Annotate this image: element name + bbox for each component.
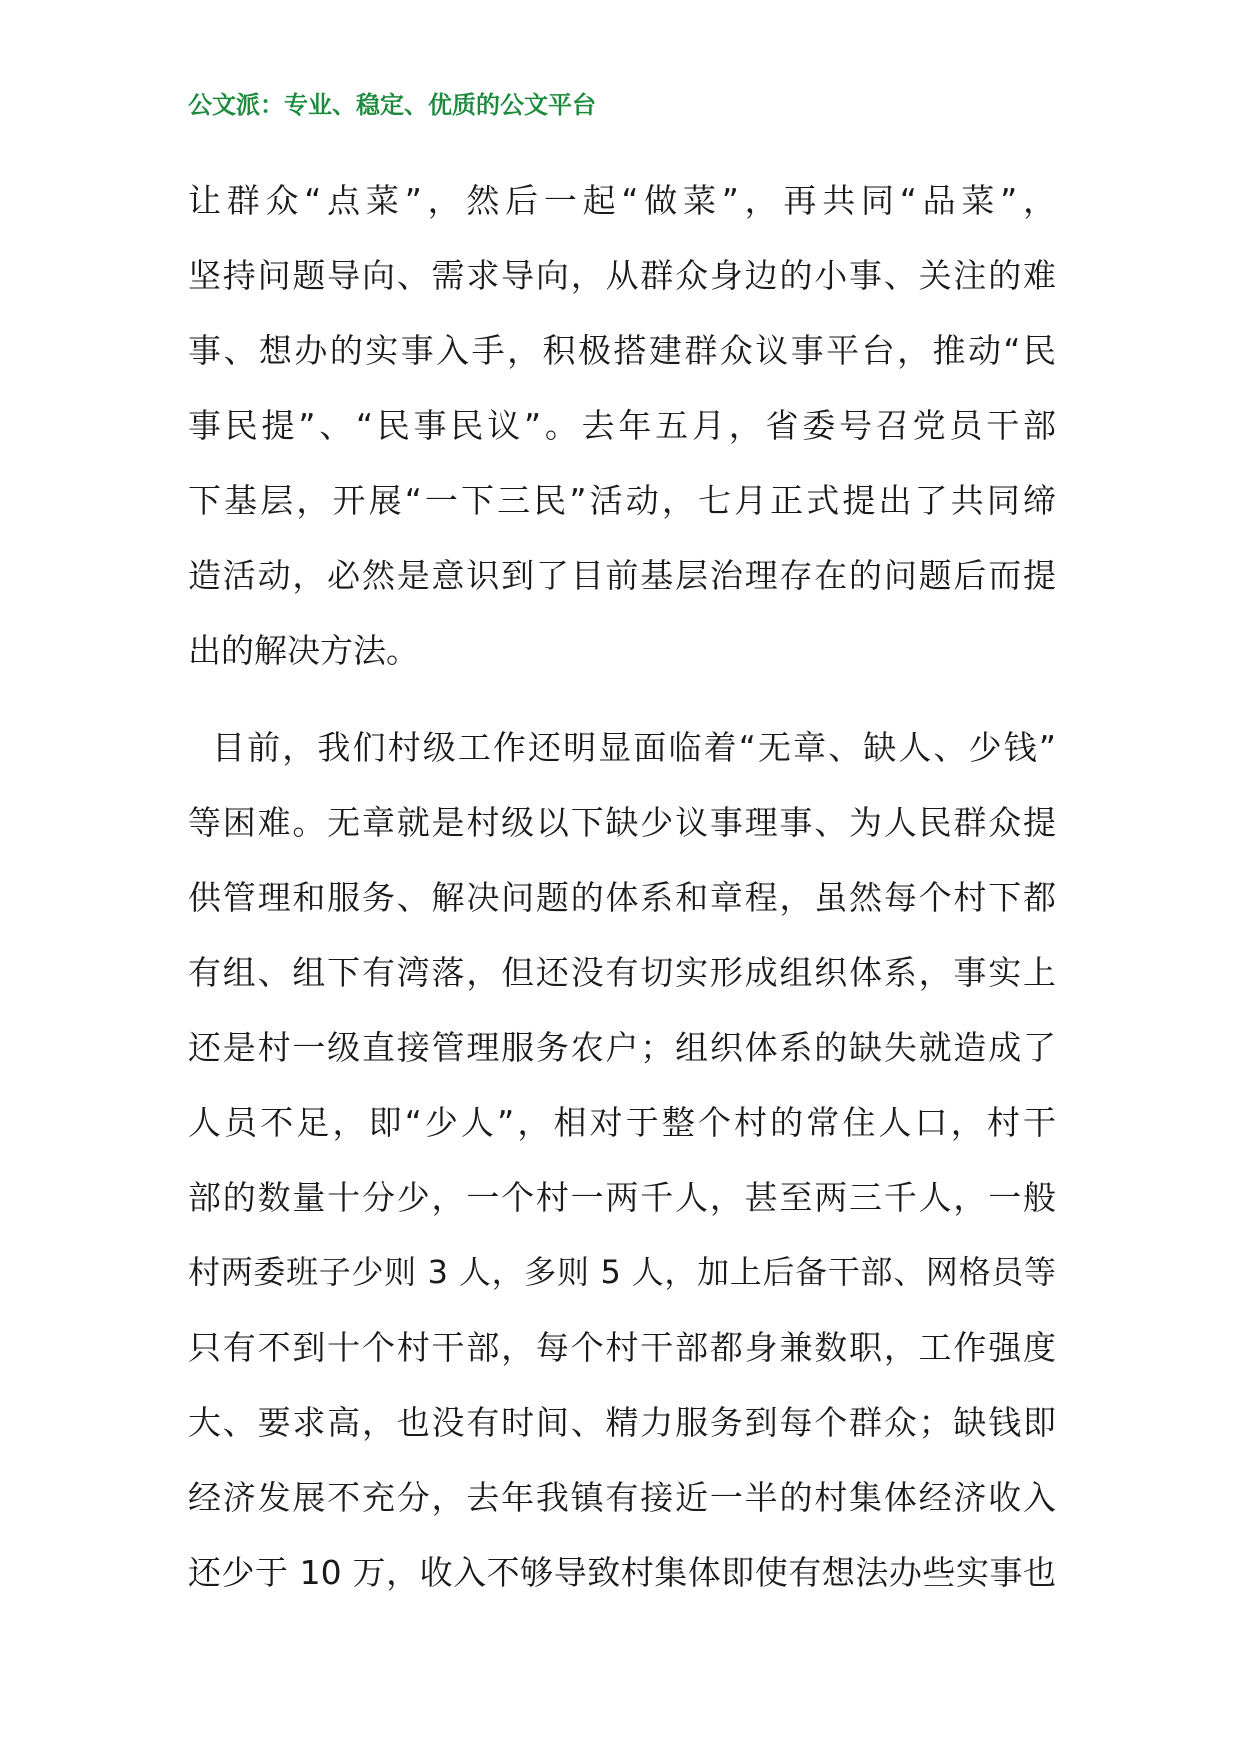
paragraph-1-line-7: 出的解决方法。 <box>188 631 419 670</box>
paragraph-2-line-5: 还是村一级直接管理服务农户；组织体系的缺失就造成了 <box>188 1028 1056 1067</box>
paragraph-1-line-5: 下基层，开展“一下三民”活动，七月正式提出了共同缔 <box>188 481 1056 520</box>
paragraph-2-line-9: 只有不到十个村干部，每个村干部都身兼数职，工作强度 <box>188 1328 1056 1367</box>
paragraph-spacer <box>188 688 1056 710</box>
header-banner: 公文派：专业、稳定、优质的公文平台 <box>188 90 596 119</box>
paragraph-2-line-6: 人员不足，即“少人”，相对于整个村的常住人口，村干 <box>188 1103 1056 1142</box>
paragraph-2-line-3: 供管理和服务、解决问题的体系和章程，虽然每个村下都 <box>188 878 1056 917</box>
paragraph-2-line-1: 目前，我们村级工作还明显面临着“无章、缺人、少钱” <box>212 728 1056 767</box>
paragraph-1-line-1: 让群众“点菜”，然后一起“做菜”，再共同“品菜”， <box>188 181 1056 220</box>
paragraph-1-line-2: 坚持问题导向、需求导向，从群众身边的小事、关注的难 <box>188 256 1056 295</box>
paragraph-2-line-11: 经济发展不充分，去年我镇有接近一半的村集体经济收入 <box>188 1478 1056 1517</box>
body-text <box>188 163 1056 1610</box>
paragraph-1-line-6: 造活动，必然是意识到了目前基层治理存在的问题后而提 <box>188 556 1056 595</box>
paragraph-2-line-2: 等困难。无章就是村级以下缺少议事理事、为人民群众提 <box>188 803 1056 842</box>
paragraph-2-line-12: 还少于 10 万，收入不够导致村集体即使有想法办些实事也 <box>188 1553 1056 1592</box>
paragraph-1-line-4: 事民提”、“民事民议”。去年五月，省委号召党员干部 <box>188 406 1056 445</box>
paragraph-1-line-3: 事、想办的实事入手，积极搭建群众议事平台，推动“民 <box>188 331 1056 370</box>
paragraph-2-line-8: 村两委班子少则 3 人，多则 5 人，加上后备干部、网格员等 <box>188 1253 1056 1291</box>
paragraph-2-line-10: 大、要求高，也没有时间、精力服务到每个群众；缺钱即 <box>188 1403 1056 1442</box>
paragraph-2-line-7: 部的数量十分少，一个村一两千人，甚至两三千人，一般 <box>188 1178 1056 1217</box>
paragraph-2-line-4: 有组、组下有湾落，但还没有切实形成组织体系，事实上 <box>188 953 1056 992</box>
